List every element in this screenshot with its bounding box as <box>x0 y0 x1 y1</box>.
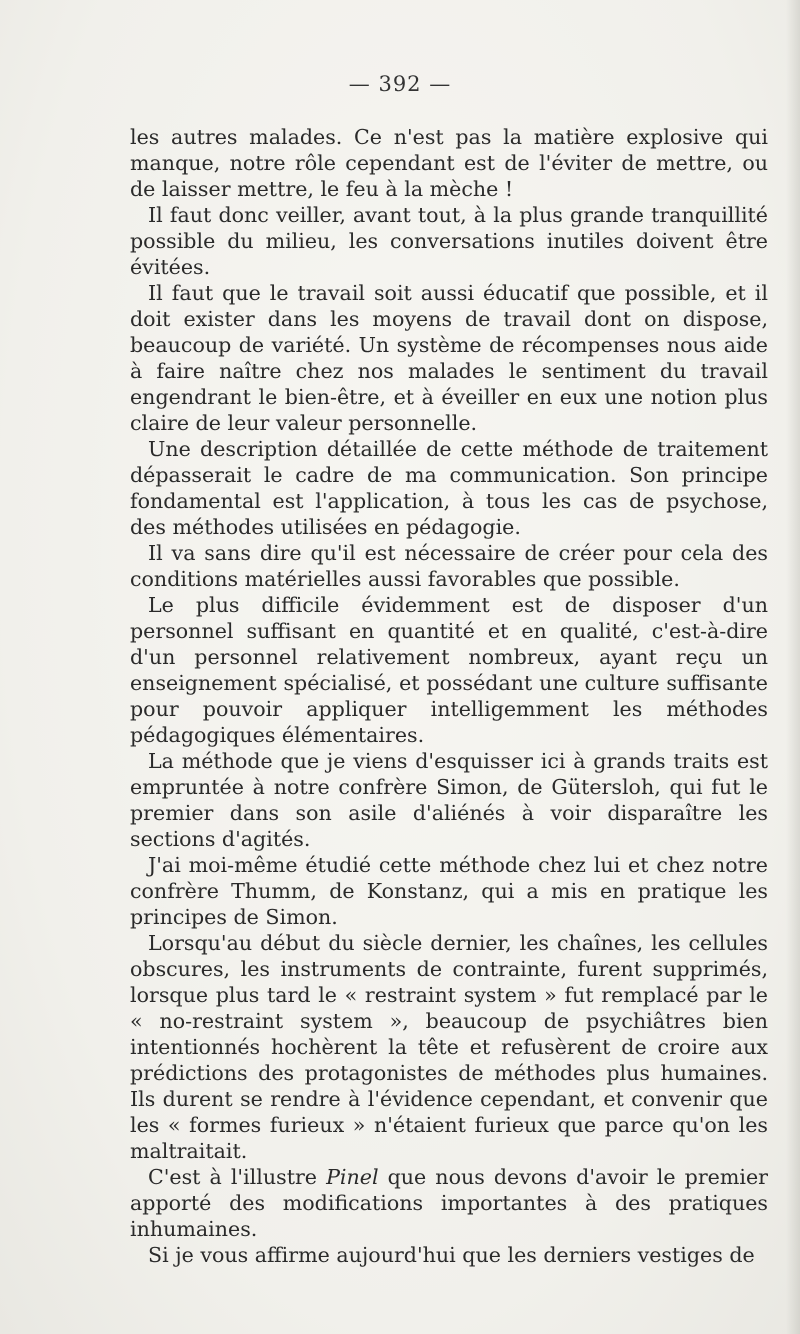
paragraph-text: que nous devons d'avoir le premier apporté des modifications importantes à des pratiques inhumaines. <box>130 1165 768 1241</box>
paragraph: La méthode que je viens d'esquisser ici à grands traits est empruntée à notre confrère Simon, de Gütersloh, qui fut le premier dans son asile d'aliénés à voir disparaître les sections d'agités. <box>130 749 768 851</box>
paragraph: Il faut que le travail soit aussi éducatif que possible, et il doit exister dans les moyens de travail dont on dispose, beaucoup de variété. Un système de récompenses nous aide à faire naître chez nos malades le sentiment du travail engendrant le bien-être, et à éveiller en eux une notion plus claire de leur valeur personnelle. <box>130 281 768 435</box>
paragraph: Si je vous affirme aujourd'hui que les derniers vestiges de <box>148 1243 755 1267</box>
page-edge-shadow <box>786 0 800 1334</box>
paragraph: Une description détaillée de cette méthode de traitement dépasserait le cadre de ma communication. Son principe fondamental est l'application, à tous les cas de psychose, des méthodes utilisées en pédagogie. <box>130 437 768 539</box>
paragraph-text: C'est à l'illustre <box>148 1165 327 1189</box>
page-number: — 392 — <box>348 72 452 96</box>
paragraph: Le plus difficile évidemment est de disposer d'un personnel suffisant en quantité et en qualité, c'est-à-dire d'un personnel relativement nombreux, ayant reçu un enseignement spécialisé, et possédant une culture suffisante pour pouvoir appliquer intelligemment les méthodes pédagogiques élémentaires. <box>130 593 768 747</box>
paragraph <box>130 1164 768 1242</box>
paragraph: Lorsqu'au début du siècle dernier, les chaînes, les cellules obscures, les instruments de contrainte, furent supprimés, lorsque plus tard le « restraint system » fut remplacé par le « no-restraint system », beaucoup de psychiâtres bien intentionnés hochèrent la tête et refusèrent de croire aux prédictions des protagonistes de méthodes plus humaines. Ils durent se rendre à l'évidence cependant, et convenir que les « formes furieux » n'étaient furieux que parce qu'on les maltraitait. <box>130 931 768 1163</box>
body-text <box>130 124 768 1268</box>
paragraph: les autres malades. Ce n'est pas la matière explosive qui manque, notre rôle cependant est de l'éviter de mettre, ou de laisser mettre, le feu à la mèche ! <box>130 125 768 201</box>
paragraph: Il va sans dire qu'il est nécessaire de créer pour cela des conditions matérielles aussi favorables que possible. <box>130 541 768 591</box>
paragraph: J'ai moi-même étudié cette méthode chez lui et chez notre confrère Thumm, de Konstanz, qui a mis en pratique les principes de Simon. <box>130 853 768 929</box>
italic-name: Pinel <box>326 1165 379 1189</box>
paragraph: Il faut donc veiller, avant tout, à la plus grande tranquillité possible du milieu, les conversations inutiles doivent être évitées. <box>130 203 768 279</box>
